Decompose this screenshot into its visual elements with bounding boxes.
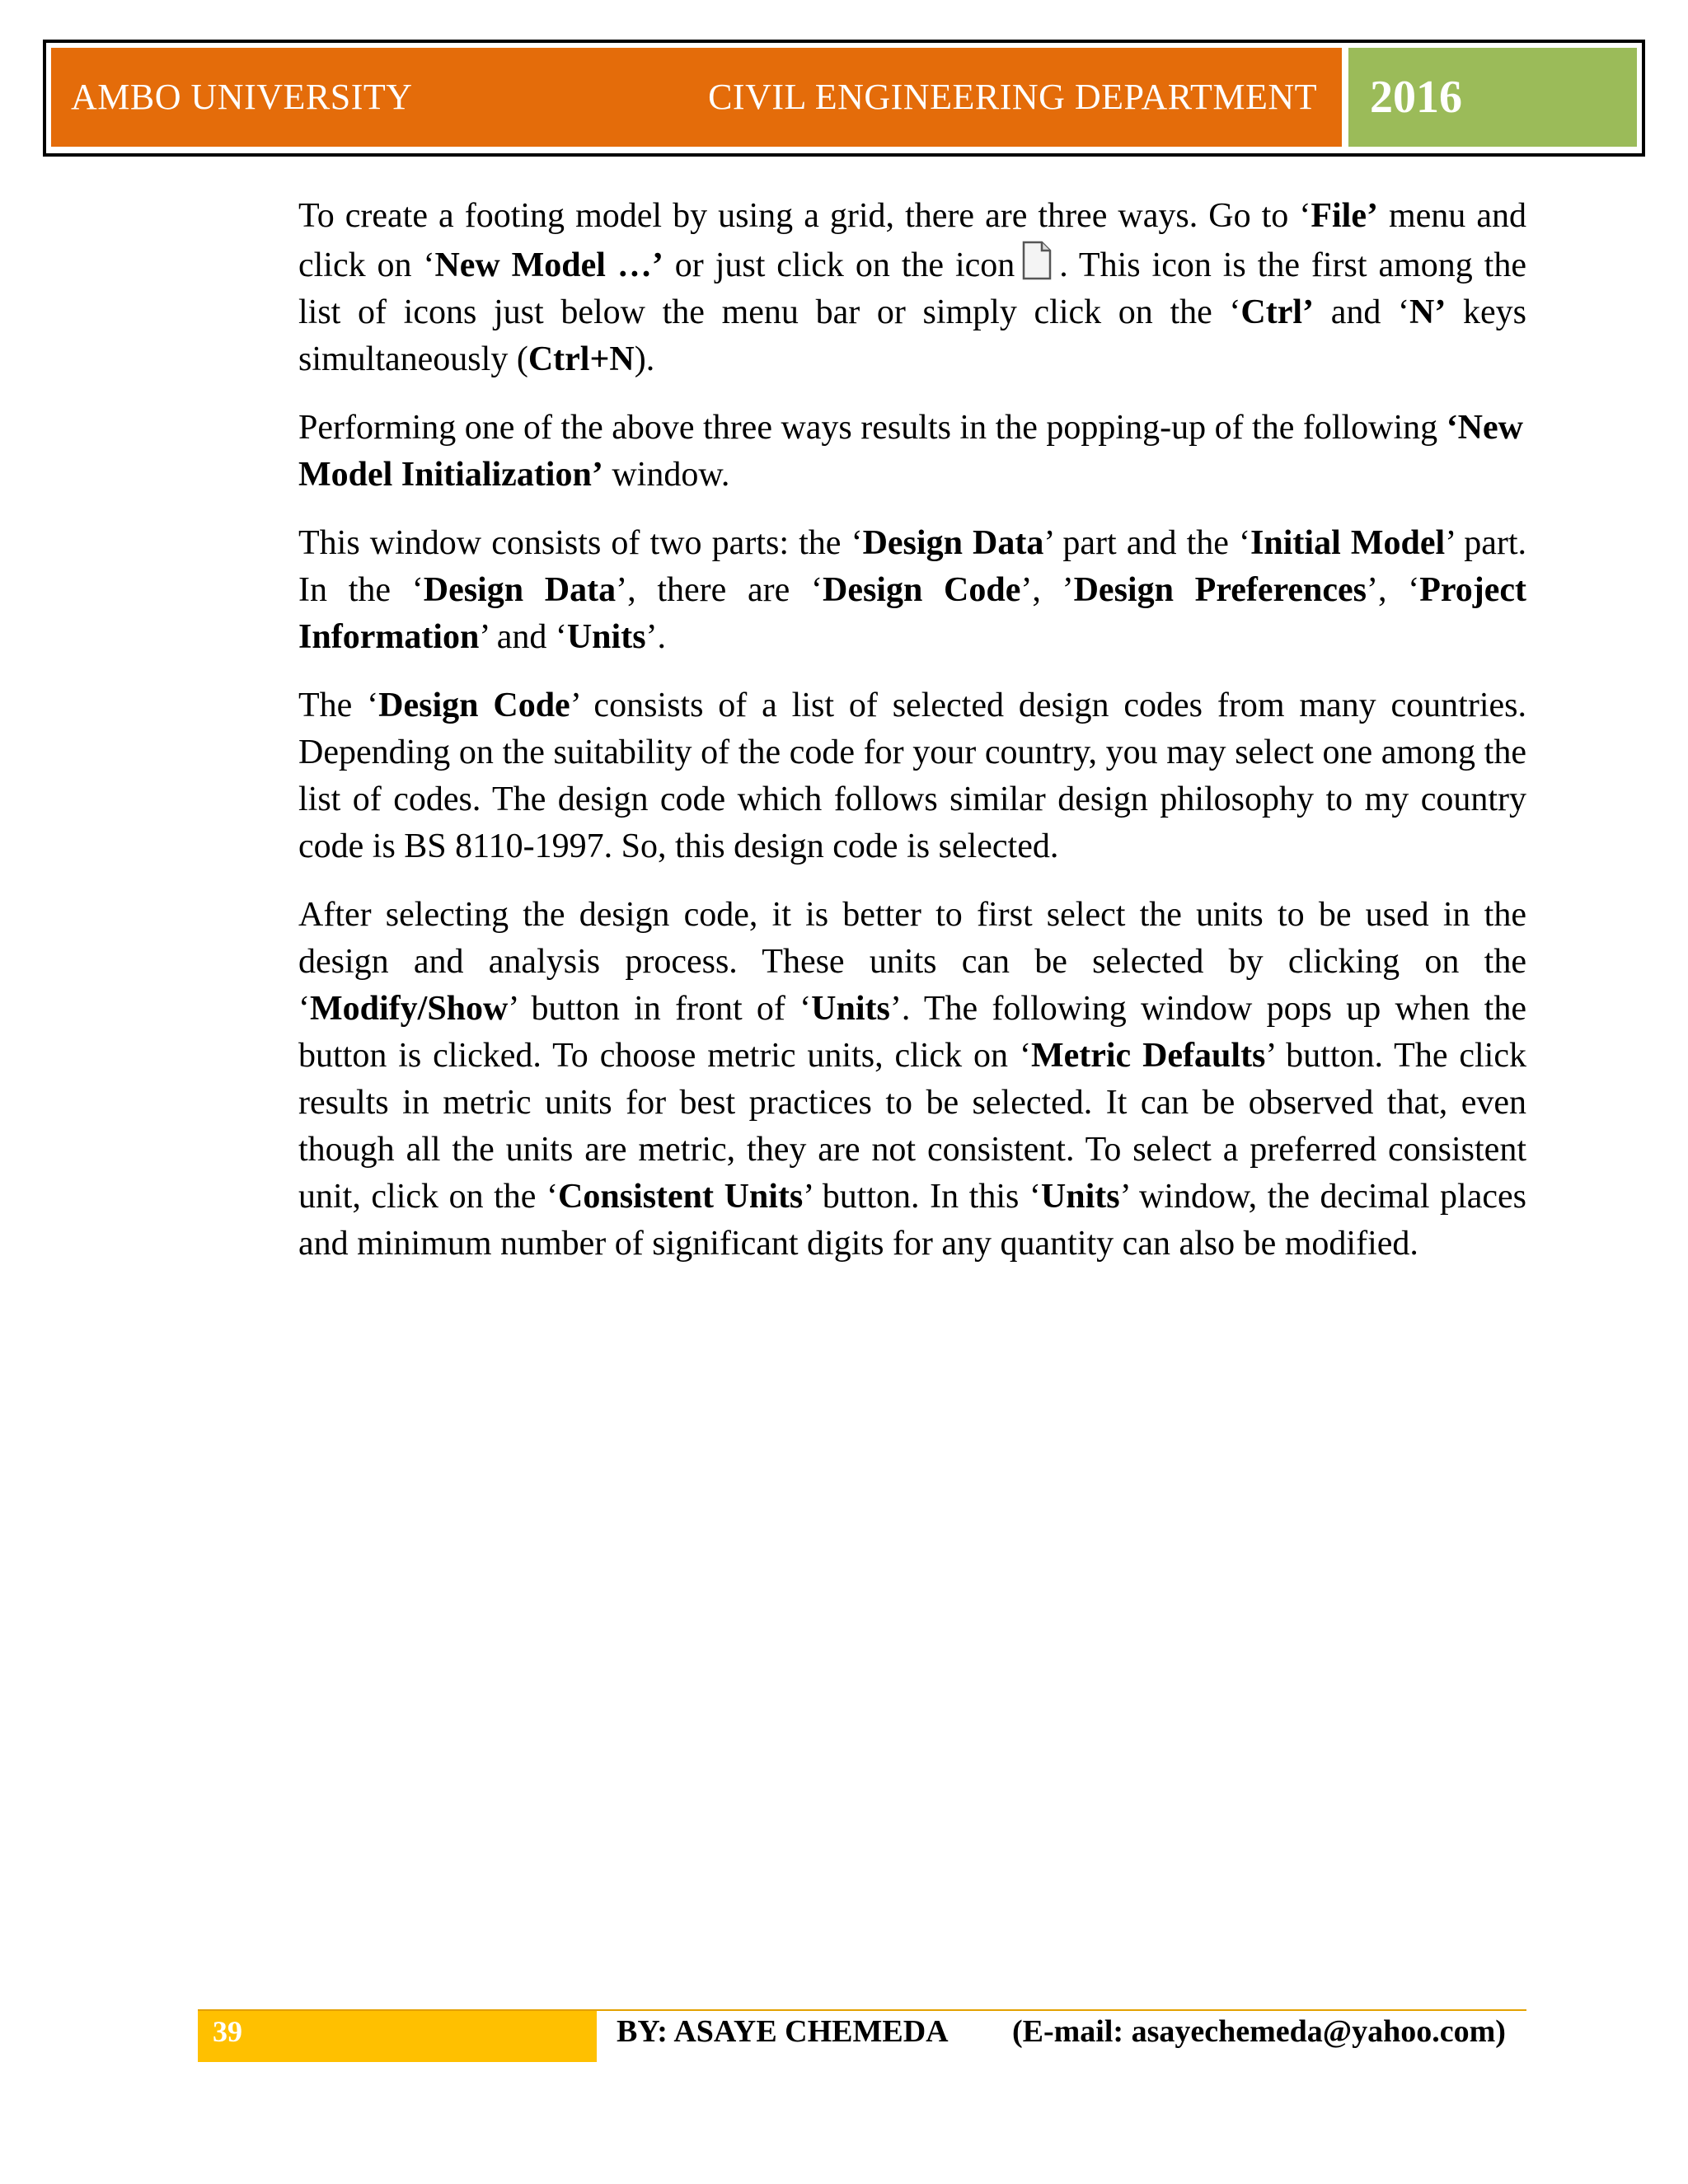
footer-page-box	[198, 2011, 597, 2062]
header-title-bar	[51, 48, 1342, 147]
header-year-box	[1348, 48, 1637, 147]
document-body	[298, 193, 1526, 1289]
department-name: CIVIL ENGINEERING DEPARTMENT	[708, 77, 1317, 117]
paragraph-5: After selecting the design code, it is better to first select the units to be used in the design and analysis process. These units can be selected by clicking on the ‘Modify/Show’ button in front of ‘Units’. The following window pops up when the button is clicked. To choose metric units, click on ‘Metric Defaults’ button. The click results in metric units for best practices to be selected. It can be observed that, even though all the units are metric, they are not consistent. To select a preferred consistent unit, click on the ‘Consistent Units’ button. In this ‘Units’ window, the decimal places and minimum number of significant digits for any quantity can also be modified.	[298, 896, 1526, 1263]
paragraph-3: This window consists of two parts: the ‘Design Data’ part and the ‘Initial Model’ part. In the ‘Design Data’, there are ‘Design Code’, ’Design Preferences’, ‘Project Information’ and ‘Units’.	[298, 524, 1527, 656]
paragraph-1: To create a footing model by using a grid, there are three ways. Go to ‘File’ menu and click on ‘New Model …’ or just click on the icon . This icon is the first among the list of icons just below the menu bar or simply click on the ‘Ctrl’ and ‘N’ keys simultaneously (Ctrl+N).	[298, 197, 1526, 378]
footer-author: BY: ASAYE CHEMEDA	[617, 2014, 949, 2049]
page-number: 39	[213, 2015, 242, 2048]
paragraph-4: The ‘Design Code’ consists of a list of selected design codes from many countries. Depending on the suitability of the code for your country, you may select one among the list of codes. The design code which follows similar design philosophy to my country code is BS 8110-1997. So, this design code is selected.	[298, 687, 1526, 865]
footer-email: (E-mail: asayechemeda@yahoo.com)	[1012, 2014, 1506, 2049]
new-file-icon	[1021, 240, 1053, 281]
university-name: AMBO UNIVERSITY	[71, 77, 413, 117]
paragraph-2: Performing one of the above three ways results in the popping-up of the following ‘New Model Initialization’ window.	[298, 409, 1523, 494]
header-year: 2016	[1370, 72, 1462, 123]
